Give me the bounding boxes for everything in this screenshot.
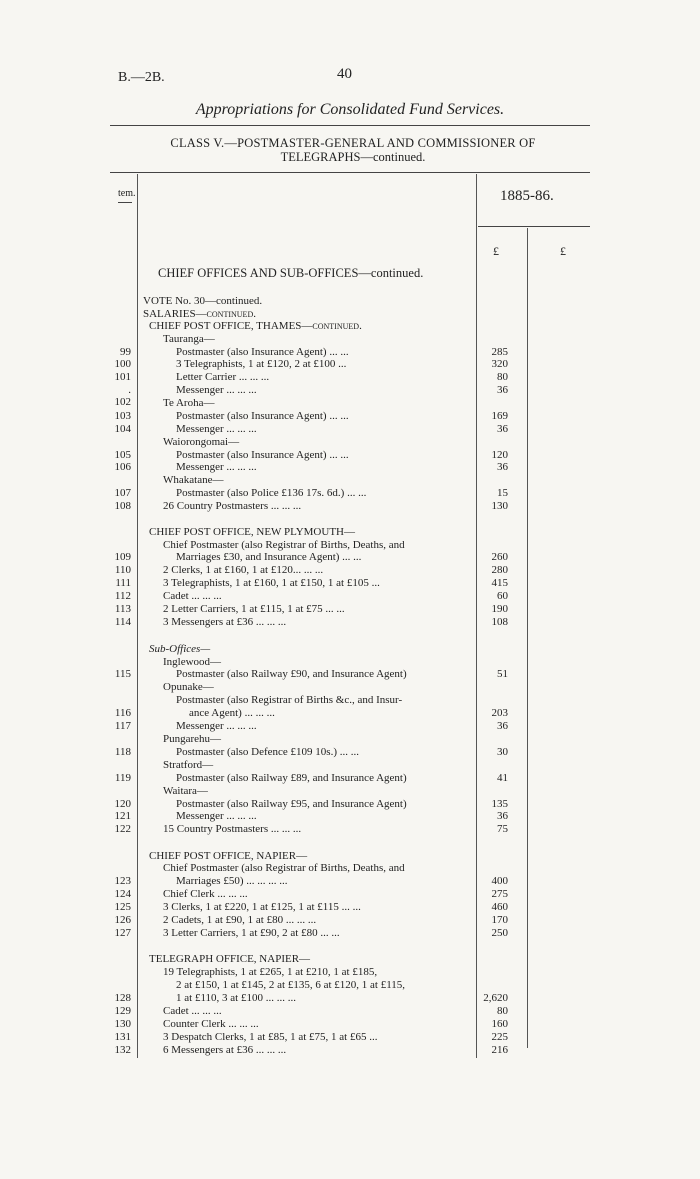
table-row bbox=[0, 333, 700, 345]
table-row bbox=[0, 577, 700, 589]
item-number: 114 bbox=[114, 616, 131, 628]
item-description: Letter Carrier ... ... ... bbox=[176, 371, 270, 383]
table-row bbox=[0, 759, 700, 771]
item-description: Whakatane— bbox=[163, 474, 224, 486]
table-row bbox=[0, 358, 700, 370]
item-amount: 280 bbox=[491, 564, 508, 576]
item-number: 127 bbox=[114, 927, 131, 939]
item-description: Opunake— bbox=[163, 681, 214, 693]
item-description: Stratford— bbox=[163, 759, 214, 771]
item-description: Chief Postmaster (also Registrar of Births, Deaths, and bbox=[163, 862, 405, 874]
item-description: CHIEF POST OFFICE, NAPIER— bbox=[149, 850, 308, 862]
item-amount: 160 bbox=[491, 1018, 508, 1030]
table-row bbox=[0, 746, 700, 758]
item-description: Marriages £30, and Insurance Agent) ... ... bbox=[176, 551, 362, 563]
item-description: 3 Telegraphists, 1 at £160, 1 at £150, 1 at £105 ... bbox=[163, 577, 380, 589]
item-number: 100 bbox=[114, 358, 131, 370]
item-description: 1 at £110, 3 at £100 ... ... ... bbox=[176, 992, 296, 1004]
table-row bbox=[0, 1044, 700, 1056]
class-heading-line2: TELEGRAPHS—continued. bbox=[280, 150, 426, 164]
table-row bbox=[0, 966, 700, 978]
item-description: Messenger ... ... ... bbox=[176, 423, 257, 435]
table-row bbox=[0, 616, 700, 628]
item-amount: 80 bbox=[497, 1005, 508, 1017]
item-number: 130 bbox=[114, 1018, 131, 1030]
item-description: 2 Letter Carriers, 1 at £115, 1 at £75 ... ... bbox=[163, 603, 345, 615]
table-row bbox=[0, 603, 700, 615]
item-number: 121 bbox=[114, 810, 131, 822]
item-amount: 225 bbox=[491, 1031, 508, 1043]
table-row bbox=[0, 423, 700, 435]
item-number: 124 bbox=[114, 888, 131, 900]
item-description: Waitara— bbox=[163, 785, 208, 797]
item-amount: 75 bbox=[497, 823, 508, 835]
item-number: 110 bbox=[114, 564, 131, 576]
item-description: SALARIES—continued. bbox=[143, 308, 256, 320]
item-number: 128 bbox=[114, 992, 131, 1004]
item-description: Chief Postmaster (also Registrar of Births, Deaths, and bbox=[163, 539, 405, 551]
item-amount: 216 bbox=[491, 1044, 508, 1056]
year-column-header: 1885-86. bbox=[500, 188, 554, 204]
item-amount: 169 bbox=[491, 410, 508, 422]
table-row bbox=[0, 707, 700, 719]
item-number: 113 bbox=[114, 603, 131, 615]
item-description: 3 Telegraphists, 1 at £120, 2 at £100 ... bbox=[176, 358, 347, 370]
item-amount: 60 bbox=[497, 590, 508, 602]
item-description: 19 Telegraphists, 1 at £265, 1 at £210, 1 at £185, bbox=[163, 966, 378, 978]
table-top-rule bbox=[110, 172, 590, 173]
item-description: Waiorongomai— bbox=[163, 436, 240, 448]
item-header-underline bbox=[118, 202, 132, 203]
table-row bbox=[0, 875, 700, 887]
item-number: 131 bbox=[114, 1031, 131, 1043]
item-description: Chief Clerk ... ... ... bbox=[163, 888, 248, 900]
item-number: 118 bbox=[114, 746, 131, 758]
table-row bbox=[0, 901, 700, 913]
pound-column-2-header: £ bbox=[560, 244, 566, 258]
table-row bbox=[0, 1018, 700, 1030]
item-description: Postmaster (also Railway £90, and Insurance Agent) bbox=[176, 668, 407, 680]
document-reference: B.—2B. bbox=[118, 70, 165, 85]
item-description: CHIEF POST OFFICE, NEW PLYMOUTH— bbox=[149, 526, 355, 538]
table-row bbox=[0, 656, 700, 668]
item-amount: 400 bbox=[491, 875, 508, 887]
item-amount: 80 bbox=[497, 371, 508, 383]
table-row bbox=[0, 564, 700, 576]
table-row bbox=[0, 410, 700, 422]
item-description: 3 Letter Carriers, 1 at £90, 2 at £80 ... ... bbox=[163, 927, 340, 939]
table-row bbox=[0, 888, 700, 900]
table-row bbox=[0, 668, 700, 680]
item-description: Marriages £50) ... ... ... ... bbox=[176, 875, 288, 887]
item-amount: 120 bbox=[491, 449, 508, 461]
table-row bbox=[0, 823, 700, 835]
item-description: Inglewood— bbox=[163, 656, 222, 668]
table-row bbox=[0, 295, 700, 307]
item-amount: 460 bbox=[491, 901, 508, 913]
item-number: 111 bbox=[115, 577, 131, 589]
item-number: 101 bbox=[114, 371, 131, 383]
table-row bbox=[0, 320, 700, 332]
item-description: Postmaster (also Registrar of Births &c., and Insur- bbox=[176, 694, 403, 706]
item-description: 3 Messengers at £36 ... ... ... bbox=[163, 616, 287, 628]
item-description: Postmaster (also Railway £89, and Insurance Agent) bbox=[176, 772, 407, 784]
table-row bbox=[0, 449, 700, 461]
item-amount: 170 bbox=[491, 914, 508, 926]
year-header-rule bbox=[478, 226, 590, 227]
item-description: Messenger ... ... ... bbox=[176, 720, 257, 732]
item-number: 120 bbox=[114, 798, 131, 810]
table-row bbox=[0, 914, 700, 926]
item-amount: 36 bbox=[497, 810, 508, 822]
table-row bbox=[0, 590, 700, 602]
item-description: Cadet ... ... ... bbox=[163, 1005, 222, 1017]
section-title: CHIEF OFFICES AND SUB-OFFICES—continued. bbox=[158, 266, 424, 280]
table-row bbox=[0, 798, 700, 810]
item-number: 107 bbox=[114, 487, 131, 499]
item-description: TELEGRAPH OFFICE, NAPIER— bbox=[149, 953, 311, 965]
item-amount: 415 bbox=[491, 577, 508, 589]
item-description: 15 Country Postmasters ... ... ... bbox=[163, 823, 302, 835]
item-amount: 285 bbox=[491, 346, 508, 358]
table-row bbox=[0, 526, 700, 538]
page-title: Appropriations for Consolidated Fund Services. bbox=[195, 101, 505, 118]
table-row bbox=[0, 681, 700, 693]
item-amount: 250 bbox=[491, 927, 508, 939]
table-row bbox=[0, 785, 700, 797]
item-description: Cadet ... ... ... bbox=[163, 590, 222, 602]
item-amount: 2,620 bbox=[483, 992, 508, 1004]
table-row bbox=[0, 643, 700, 655]
item-description: 26 Country Postmasters ... ... ... bbox=[163, 500, 302, 512]
item-number: 112 bbox=[114, 590, 131, 602]
item-number: 108 bbox=[114, 500, 131, 512]
item-description: Messenger ... ... ... bbox=[176, 810, 257, 822]
table-row bbox=[0, 733, 700, 745]
table-row bbox=[0, 850, 700, 862]
item-description: Messenger ... ... ... bbox=[176, 384, 257, 396]
item-description: Postmaster (also Insurance Agent) ... ... bbox=[176, 449, 349, 461]
table-row bbox=[0, 346, 700, 358]
table-row bbox=[0, 694, 700, 706]
item-amount: 36 bbox=[497, 461, 508, 473]
table-row bbox=[0, 772, 700, 784]
item-number: 105 bbox=[114, 449, 131, 461]
page-number: 40 bbox=[337, 66, 352, 82]
item-amount: 36 bbox=[497, 720, 508, 732]
item-number: 109 bbox=[114, 551, 131, 563]
item-number: 106 bbox=[114, 461, 131, 473]
table-row bbox=[0, 953, 700, 965]
top-rule bbox=[110, 125, 590, 126]
item-amount: 51 bbox=[497, 668, 508, 680]
item-description: Postmaster (also Insurance Agent) ... ... bbox=[176, 346, 349, 358]
item-number: 103 bbox=[114, 410, 131, 422]
item-number: 123 bbox=[114, 875, 131, 887]
item-number: 117 bbox=[114, 720, 131, 732]
item-amount: 320 bbox=[491, 358, 508, 370]
table-row bbox=[0, 539, 700, 551]
item-amount: 15 bbox=[497, 487, 508, 499]
item-amount: 36 bbox=[497, 384, 508, 396]
table-row bbox=[0, 927, 700, 939]
item-description: Postmaster (also Railway £95, and Insurance Agent) bbox=[176, 798, 407, 810]
item-number: 125 bbox=[114, 901, 131, 913]
item-amount: 135 bbox=[491, 798, 508, 810]
item-number: 126 bbox=[114, 914, 131, 926]
item-description: Pungarehu— bbox=[163, 733, 222, 745]
item-description: ance Agent) ... ... ... bbox=[189, 707, 275, 719]
item-description: VOTE No. 30—continued. bbox=[143, 295, 263, 307]
item-amount: 260 bbox=[491, 551, 508, 563]
table-row bbox=[0, 979, 700, 991]
item-number: 115 bbox=[114, 668, 131, 680]
item-amount: 108 bbox=[491, 616, 508, 628]
class-heading-line1: CLASS V.—POSTMASTER-GENERAL AND COMMISSIONER OF bbox=[170, 136, 536, 150]
table-row bbox=[0, 371, 700, 383]
table-row bbox=[0, 862, 700, 874]
table-row bbox=[0, 992, 700, 1004]
item-description: 2 Clerks, 1 at £160, 1 at £120... ... ... bbox=[163, 564, 324, 576]
item-number: 104 bbox=[114, 423, 131, 435]
table-row bbox=[0, 308, 700, 320]
table-row bbox=[0, 500, 700, 512]
item-amount: 30 bbox=[497, 746, 508, 758]
item-column-header: tem. bbox=[118, 188, 136, 199]
item-amount: 36 bbox=[497, 423, 508, 435]
item-description: Postmaster (also Insurance Agent) ... ... bbox=[176, 410, 349, 422]
item-description: 3 Despatch Clerks, 1 at £85, 1 at £75, 1 at £65 ... bbox=[163, 1031, 378, 1043]
table-row bbox=[0, 474, 700, 486]
item-description: 6 Messengers at £36 ... ... ... bbox=[163, 1044, 287, 1056]
table-row bbox=[0, 720, 700, 732]
item-description: Postmaster (also Police £136 17s. 6d.) ... ... bbox=[176, 487, 367, 499]
item-number: 129 bbox=[114, 1005, 131, 1017]
table-row bbox=[0, 551, 700, 563]
item-amount: 190 bbox=[491, 603, 508, 615]
table-row bbox=[0, 487, 700, 499]
item-description: Te Aroha— bbox=[163, 397, 215, 409]
item-number: 99 bbox=[120, 346, 131, 358]
table-row bbox=[0, 810, 700, 822]
item-amount: 275 bbox=[491, 888, 508, 900]
table-row bbox=[0, 461, 700, 473]
item-description: CHIEF POST OFFICE, THAMES—continued. bbox=[149, 320, 362, 332]
table-row bbox=[0, 436, 700, 448]
table-row bbox=[0, 1031, 700, 1043]
item-description: Counter Clerk ... ... ... bbox=[163, 1018, 259, 1030]
table-row bbox=[0, 1005, 700, 1017]
item-description: Sub-Offices— bbox=[149, 643, 211, 655]
item-number: 119 bbox=[114, 772, 131, 784]
item-amount: 130 bbox=[491, 500, 508, 512]
pound-column-1-header: £ bbox=[493, 244, 499, 258]
item-description: Messenger ... ... ... bbox=[176, 461, 257, 473]
item-description: 2 Cadets, 1 at £90, 1 at £80 ... ... ... bbox=[163, 914, 317, 926]
item-description: Tauranga— bbox=[163, 333, 215, 345]
item-description: 3 Clerks, 1 at £220, 1 at £125, 1 at £115 ... ... bbox=[163, 901, 361, 913]
item-number: 116 bbox=[114, 707, 131, 719]
item-description: Postmaster (also Defence £109 10s.) ... ... bbox=[176, 746, 359, 758]
item-amount: 203 bbox=[491, 707, 508, 719]
table-row bbox=[0, 397, 700, 409]
item-description: 2 at £150, 1 at £145, 2 at £135, 6 at £120, 1 at £115, bbox=[176, 979, 406, 991]
item-amount: 41 bbox=[497, 772, 508, 784]
item-number: 132 bbox=[114, 1044, 131, 1056]
item-number: . 102 bbox=[114, 384, 131, 408]
item-number: 122 bbox=[114, 823, 131, 835]
